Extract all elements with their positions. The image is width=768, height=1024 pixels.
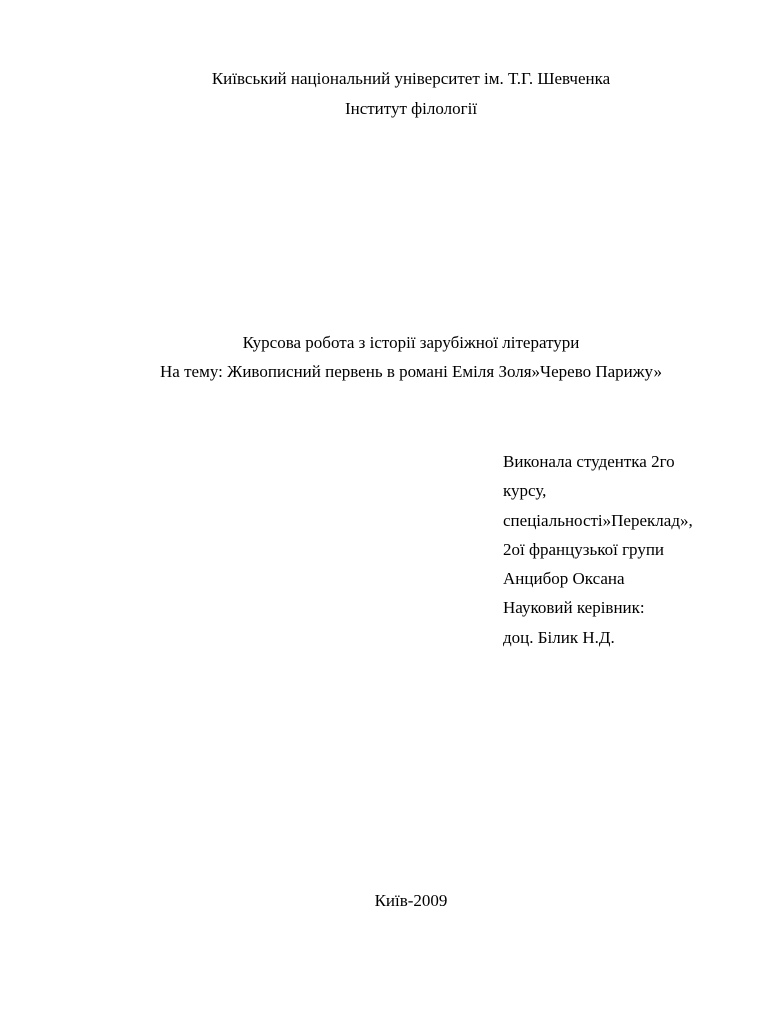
author-line-group: 2ої французької групи	[503, 539, 665, 559]
author-line-name: Анцибор Оксана	[503, 569, 625, 589]
author-line-supervisor-name: доц. Білик Н.Д.	[503, 627, 615, 647]
author-line-supervisor-label: Науковий керівник:	[503, 598, 645, 618]
city-year: Київ-2009	[374, 891, 448, 910]
author-line-course: курсу,	[503, 481, 547, 501]
author-info-block	[503, 452, 743, 657]
course-work-title: Курсова робота з історії зарубіжної літератури	[242, 333, 580, 352]
topic-title: На тему: Живописний первень в романі Еміля Золя»Черево Парижу»	[160, 362, 662, 381]
author-line-specialty: спеціальності»Переклад»,	[503, 510, 693, 530]
university-name: Київський національний університет ім. Т.Г. Шевченка	[211, 69, 611, 88]
institute-name: Інститут філології	[344, 99, 478, 118]
author-line-student: Виконала студентка 2го	[503, 452, 675, 471]
